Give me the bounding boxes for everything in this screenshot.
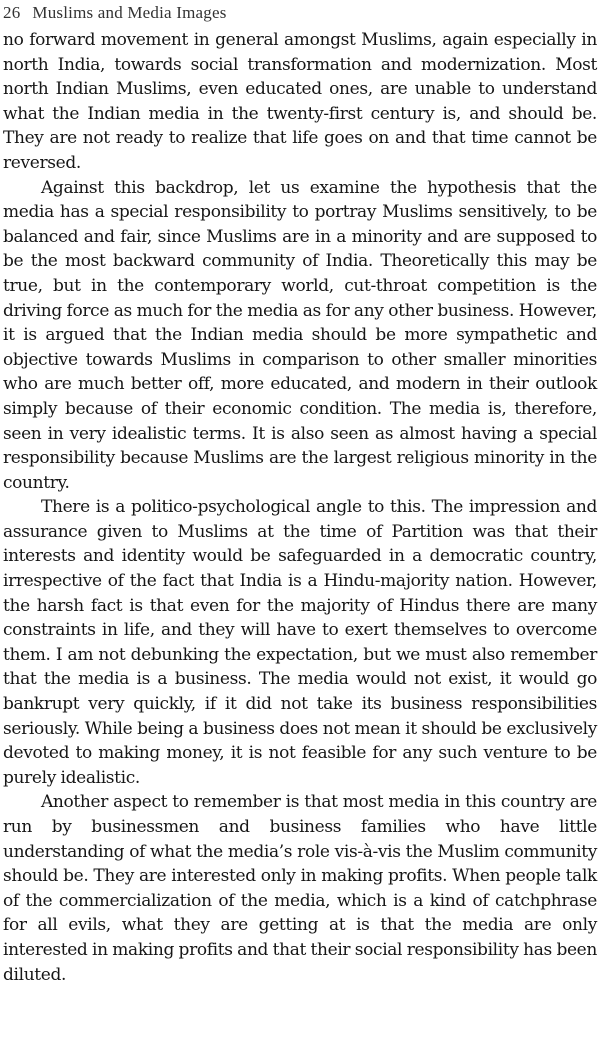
- paragraph-politico-psychological: There is a politico-psychological angle to this. The impression and assurance given to Muslims at the time of Partition was that their interests and identity would be safeguarded in a democratic country, irrespective of the fact that India is a Hindu-majority nation. However, the harsh fact is that even for the majority of Hindus there are many constraints in life, and they will have to exert themselves to overcome them. I am not debunking the expectation, but we must also remember that the media is a business. The media would not exist, it would go bankrupt very quickly, if it did not take its business responsibilities seriously. While being a business does not mean it should be exclusively devoted to making money, it is not feasible for any such venture to be purely idealistic.: [3, 497, 597, 788]
- running-head: [3, 0, 597, 28]
- paragraph-backdrop-hypothesis: Against this backdrop, let us examine the hypothesis that the media has a special responsibility to portray Muslims sensitively, to be balanced and fair, since Muslims are in a minority and are supposed to be the most backward community of India. Theoretically this may be true, but in the contemporary world, cut-throat competition is the driving force as much for the media as for any other business. However, it is argued that the Indian media should be more sympathetic and objective towards Muslims in comparison to other smaller minorities who are much better off, more educated, and modern in their outlook simply because of their economic condition. The media is, therefore, seen in very idealistic terms. It is also seen as almost having a special responsibility because Muslims are the largest religious minority in the country.: [3, 177, 597, 493]
- paragraph-continuation: no forward movement in general amongst Muslims, again especially in north India, towards social transformation and modernization. Most north Indian Muslims, even educated ones, are unable to understand what the Indian media in the twenty-first century is, and should be. They are not ready to realize that life goes on and that time cannot be reversed.: [3, 30, 597, 173]
- page-number: 26: [3, 3, 21, 22]
- book-title: Muslims and Media Images: [32, 3, 227, 22]
- body-text: [3, 28, 597, 987]
- paragraph-business-families: Another aspect to remember is that most media in this country are run by businessmen and business families who have little understanding of what the media’s role vis-à-vis the Muslim community should be. They are interested only in making profits. When people talk of the commercialization of the media, which is a kind of catchphrase for all evils, what they are getting at is that the media are only interested in making profits and that their social responsibility has been diluted.: [3, 792, 597, 985]
